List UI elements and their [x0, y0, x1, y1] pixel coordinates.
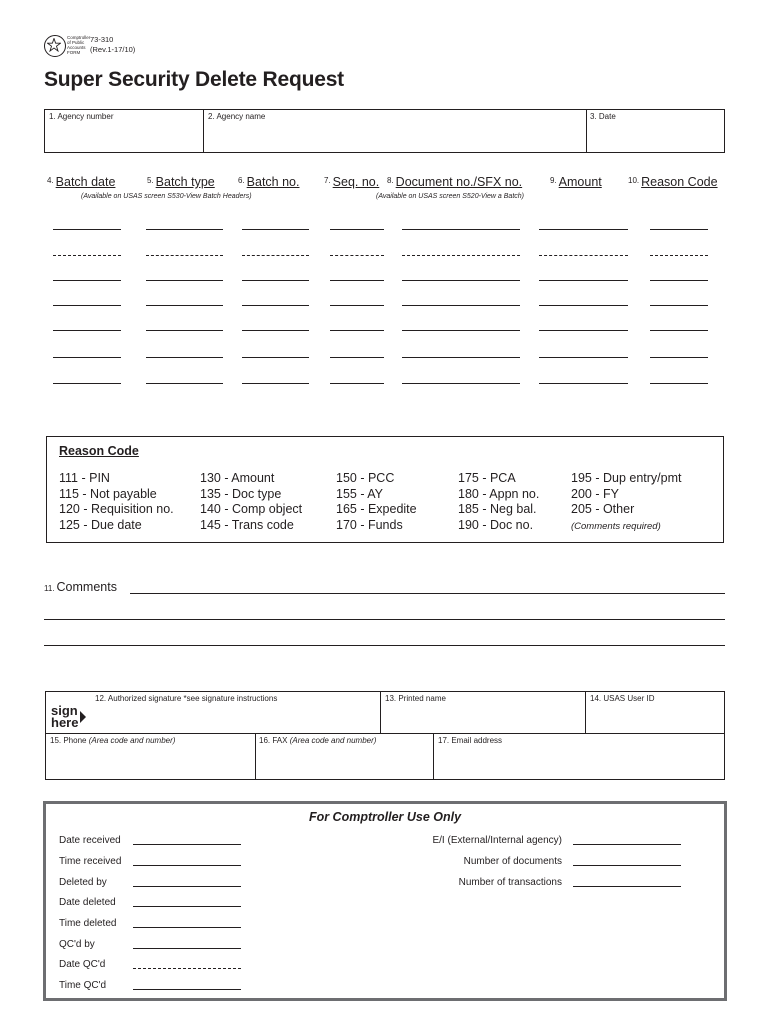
col-num: 5.	[147, 176, 154, 185]
batch-headers-note: (Available on USAS screen S530-View Batch Headers)	[81, 193, 252, 200]
sign-here-marker	[51, 705, 86, 729]
reason-code-item: 120 - Requisition no.	[59, 502, 174, 516]
reason-code-item: 175 - PCA	[458, 471, 516, 485]
comptroller-field-line[interactable]	[133, 948, 241, 949]
arrow-right-icon	[80, 711, 86, 723]
reason-code-item: 185 - Neg bal.	[458, 502, 537, 516]
col-seq-no	[324, 175, 379, 189]
comptroller-field-line[interactable]	[133, 989, 241, 990]
reason-code-col-5	[571, 471, 681, 534]
divider	[585, 691, 586, 733]
col-num: 6.	[238, 176, 245, 185]
entry-blank-line[interactable]	[146, 255, 223, 256]
entry-blank-line[interactable]	[53, 229, 121, 230]
comptroller-field-line[interactable]	[133, 865, 241, 866]
entry-blank-line[interactable]	[242, 255, 309, 256]
entry-blank-line[interactable]	[330, 229, 384, 230]
col-batch-date	[47, 175, 115, 189]
comptroller-field-label: QC'd by	[59, 939, 95, 950]
reason-code-item: 140 - Comp object	[200, 502, 303, 516]
entry-blank-line[interactable]	[650, 280, 708, 281]
sign-text: sign	[51, 703, 78, 718]
entry-blank-line[interactable]	[242, 229, 309, 230]
reason-code-item: 155 - AY	[336, 486, 384, 501]
entry-blank-line[interactable]	[146, 383, 223, 384]
comments-line[interactable]	[44, 619, 725, 620]
reason-code-col-4	[458, 471, 539, 533]
entry-blank-line[interactable]	[402, 383, 520, 384]
col-num: 9.	[550, 176, 557, 185]
fax-field[interactable]	[259, 736, 376, 745]
comptroller-field-label: Number of transactions	[458, 877, 562, 888]
form-number-block	[90, 35, 135, 55]
comptroller-field-label: Date deleted	[59, 897, 116, 908]
comptroller-field-line[interactable]	[133, 968, 241, 969]
reason-code-item: 111 - PIN	[59, 471, 110, 485]
comptroller-field-label: Time QC'd	[59, 980, 107, 991]
entry-blank-line[interactable]	[402, 330, 520, 331]
agency-fields-box	[44, 109, 725, 153]
reason-code-item: 200 - FY	[571, 486, 619, 501]
entry-blank-line[interactable]	[650, 357, 708, 358]
entry-blank-line[interactable]	[53, 330, 121, 331]
entry-blank-line[interactable]	[330, 330, 384, 331]
comptroller-field-label: Deleted by	[59, 877, 107, 888]
comptroller-field-line[interactable]	[133, 886, 241, 887]
col-label: Reason Code	[641, 175, 718, 189]
entry-blank-line[interactable]	[539, 330, 628, 331]
reason-code-item: 195 - Dup entry/pmt	[571, 471, 682, 485]
reason-code-item: 190 - Doc no.	[458, 517, 534, 532]
col-batch-type	[147, 175, 215, 189]
entry-blank-line[interactable]	[330, 305, 384, 306]
entry-blank-line[interactable]	[539, 255, 628, 256]
entry-blank-line[interactable]	[402, 280, 520, 281]
comments-text: Comments	[56, 580, 117, 594]
reason-code-item: 165 - Expedite	[336, 502, 417, 516]
entry-blank-line[interactable]	[53, 305, 121, 306]
entry-blank-line[interactable]	[650, 229, 708, 230]
col-label: Amount	[558, 175, 602, 189]
entry-blank-line[interactable]	[330, 357, 384, 358]
agency-name-field[interactable]: 2. Agency name	[208, 112, 266, 121]
col-label: Batch date	[55, 175, 116, 189]
authorized-signature-field[interactable]: 12. Authorized signature *see signature instructions	[95, 694, 278, 703]
entry-blank-line[interactable]	[330, 280, 384, 281]
col-document-no	[387, 175, 522, 189]
phone-label: 15. Phone	[50, 736, 87, 745]
reason-code-item: 130 - Amount	[200, 471, 275, 485]
entry-blank-line[interactable]	[53, 357, 121, 358]
here-text: here	[51, 715, 79, 730]
col-num: 8.	[387, 176, 394, 185]
divider	[203, 109, 204, 153]
entry-blank-line[interactable]	[53, 280, 121, 281]
seal-text: Comptroller of Public Accounts FORM	[67, 35, 91, 55]
email-field[interactable]: 17. Email address	[438, 736, 503, 745]
entry-blank-line[interactable]	[402, 255, 520, 256]
comptroller-field-label: E/I (External/Internal agency)	[432, 835, 562, 846]
reason-code-item: 145 - Trans code	[200, 517, 294, 532]
reason-code-col-1	[59, 471, 174, 533]
comptroller-field-line[interactable]	[133, 927, 241, 928]
fax-hint: (Area code and number)	[289, 736, 377, 745]
reason-code-col-3	[336, 471, 417, 533]
form-revision: (Rev.1-17/10)	[90, 45, 136, 54]
reason-code-title: Reason Code	[59, 444, 139, 458]
divider	[586, 109, 587, 153]
divider	[45, 733, 725, 734]
comptroller-field-label: Date QC'd	[59, 959, 106, 970]
phone-hint: (Area code and number)	[88, 736, 176, 745]
phone-field[interactable]	[50, 736, 175, 745]
entry-blank-line[interactable]	[539, 229, 628, 230]
reason-code-item: 205 - Other	[571, 502, 635, 516]
entry-blank-line[interactable]	[53, 383, 121, 384]
comptroller-title: For Comptroller Use Only	[308, 810, 462, 824]
view-batch-note: (Available on USAS screen S520-View a Batch)	[376, 193, 524, 200]
star-icon	[47, 38, 61, 52]
comptroller-field-line[interactable]	[573, 865, 681, 866]
printed-name-field[interactable]: 13. Printed name	[385, 694, 446, 703]
entry-blank-line[interactable]	[539, 383, 628, 384]
reason-code-item: 150 - PCC	[336, 471, 395, 485]
reason-code-item: 125 - Due date	[59, 517, 142, 532]
entry-blank-line[interactable]	[650, 305, 708, 306]
date-field[interactable]: 3. Date	[590, 112, 616, 121]
reason-code-item: 115 - Not payable	[59, 486, 157, 501]
entry-blank-line[interactable]	[650, 255, 708, 256]
comptroller-field-label: Time deleted	[59, 918, 117, 929]
reason-code-item: 170 - Funds	[336, 517, 403, 532]
comments-line[interactable]	[44, 645, 725, 646]
entry-blank-line[interactable]	[539, 357, 628, 358]
col-label: Seq. no.	[332, 175, 380, 189]
col-reason-code	[628, 175, 718, 189]
entry-blank-line[interactable]	[330, 383, 384, 384]
col-batch-no	[238, 175, 300, 189]
divider	[433, 733, 434, 780]
page-title: Super Security Delete Request	[44, 68, 344, 91]
reason-code-col-2	[200, 471, 302, 533]
comptroller-field-line[interactable]	[573, 886, 681, 887]
entry-blank-line[interactable]	[242, 305, 309, 306]
entry-blank-line[interactable]	[242, 383, 309, 384]
entry-blank-line[interactable]	[53, 255, 121, 256]
entry-blank-line[interactable]	[539, 280, 628, 281]
entry-blank-line[interactable]	[242, 330, 309, 331]
divider	[255, 733, 256, 780]
agency-number-field[interactable]: 1. Agency number	[49, 112, 114, 121]
entry-blank-line[interactable]	[146, 280, 223, 281]
col-label: Document no./SFX no.	[395, 175, 523, 189]
col-amount	[550, 175, 602, 189]
comptroller-use-box	[43, 801, 727, 1001]
entry-blank-line[interactable]	[402, 305, 520, 306]
comptroller-field-label: Time received	[59, 856, 122, 867]
col-num: 7.	[324, 176, 331, 185]
comments-num: 11.	[44, 584, 55, 593]
comptroller-field-line[interactable]	[573, 844, 681, 845]
entry-blank-line[interactable]	[146, 330, 223, 331]
entry-blank-line[interactable]	[650, 330, 708, 331]
comptroller-field-line[interactable]	[133, 906, 241, 907]
entry-blank-line[interactable]	[330, 255, 384, 256]
col-label: Batch no.	[246, 175, 300, 189]
comments-line[interactable]	[130, 593, 725, 594]
reason-code-item: 135 - Doc type	[200, 486, 282, 501]
reason-code-item: 180 - Appn no.	[458, 486, 540, 501]
entry-blank-line[interactable]	[242, 357, 309, 358]
usas-user-id-field[interactable]: 14. USAS User ID	[590, 694, 655, 703]
divider	[380, 691, 381, 733]
entry-blank-line[interactable]	[146, 229, 223, 230]
comptroller-field-line[interactable]	[133, 844, 241, 845]
entry-blank-line[interactable]	[650, 383, 708, 384]
col-num: 4.	[47, 176, 54, 185]
entry-blank-line[interactable]	[539, 305, 628, 306]
entry-blank-line[interactable]	[146, 305, 223, 306]
entry-blank-line[interactable]	[402, 357, 520, 358]
col-label: Batch type	[155, 175, 215, 189]
comments-label	[44, 580, 117, 594]
form-number: 73-310	[90, 35, 114, 44]
comptroller-field-label: Number of documents	[463, 856, 562, 867]
entry-blank-line[interactable]	[402, 229, 520, 230]
entry-blank-line[interactable]	[242, 280, 309, 281]
comptroller-seal	[44, 35, 66, 57]
entry-blank-line[interactable]	[146, 357, 223, 358]
comptroller-field-label: Date received	[59, 835, 121, 846]
fax-label: 16. FAX	[259, 736, 288, 745]
comments-required-note: (Comments required)	[571, 520, 661, 532]
col-num: 10.	[628, 176, 640, 185]
